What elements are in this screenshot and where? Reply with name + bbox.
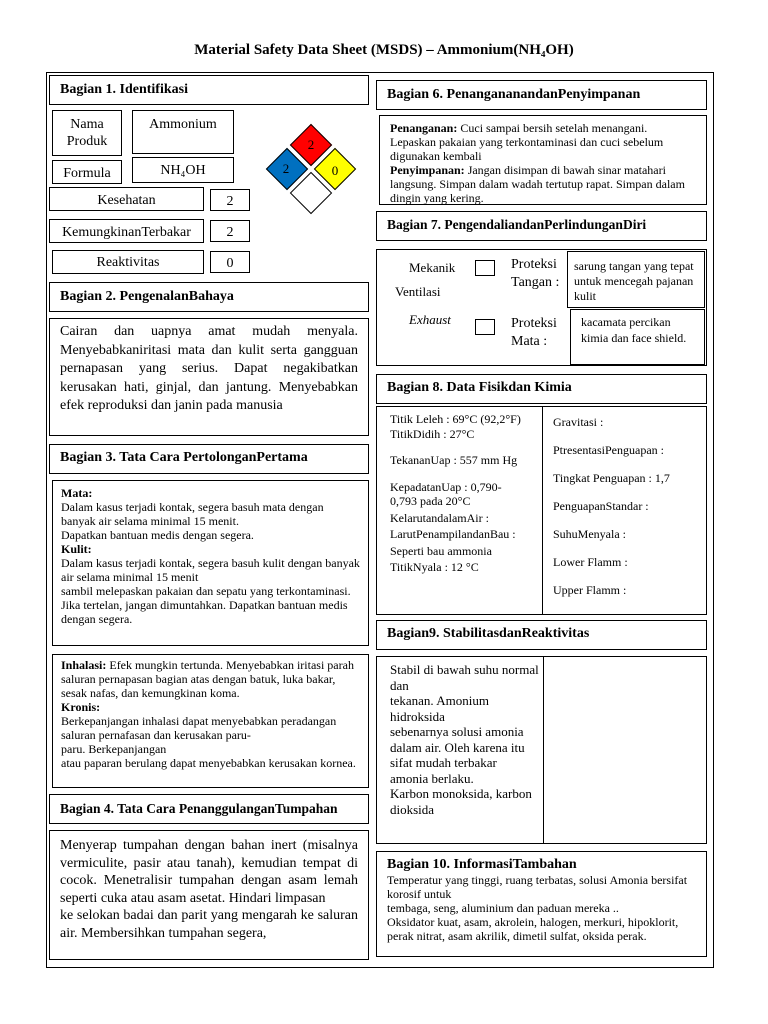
section-8-body: [376, 406, 707, 615]
exhaust-checkbox[interactable]: [475, 319, 495, 335]
section-9-divider: [543, 657, 544, 843]
proteksi-mata-label: Proteksi Mata :: [511, 316, 557, 349]
terbakar-label: KemungkinanTerbakar: [49, 219, 204, 243]
section-4-heading: Bagian 4. Tata Cara PenanggulanganTumpahan: [49, 794, 369, 824]
reaktivitas-value: 0: [210, 251, 250, 273]
section-9-text: Stabil di bawah suhu normal dan tekanan. Amonium hidroksida sebenarnya solusi amonia dalam air. Oleh karena itu sifat mudah terbakar amonia berlaku. Karbon monoksida, karbon dioksida: [390, 662, 539, 817]
section-9-heading: Bagian9. StabilitasdanReaktivitas: [376, 620, 707, 650]
ventilasi-label: Ventilasi: [395, 284, 441, 299]
section-2-heading: Bagian 2. PengenalanBahaya: [49, 282, 369, 312]
section-8-left-values: Titik Leleh : 69°C (92,2°F) TitikDidih : 27°C TekananUap : 557 mm Hg KepadatanUap : 0,790- 0,793 pada 20°C KelarutandalamAir : LarutPenampilandanBau : Seperti bau ammonia TitikNyala : 12 °C: [390, 412, 521, 574]
nfpa-left-value: 2: [282, 161, 290, 176]
section-10-box: [376, 851, 707, 957]
proteksi-tangan-label: Proteksi Tangan :: [511, 257, 560, 290]
nfpa-diamond: [262, 118, 362, 222]
section-1-heading: Bagian 1. Identifikasi: [49, 75, 369, 105]
section-6-heading: Bagian 6. PenangananandanPenyimpanan: [376, 80, 707, 110]
section-7-heading: Bagian 7. PengendaliandanPerlindunganDiri: [376, 211, 707, 241]
section-4-text: Menyerap tumpahan dengan bahan inert (misalnya vermiculite, pasir atau tanah), kemudian tempat di cocok. Menetralisir tumpahan dengan asam lemah seperti cuka atau asam asetat. Hindari limpasan ke selokan badai dan parit yang mengarah ke saluran air. Membersihkan tumpahan segera,: [49, 830, 369, 960]
section-10-text: Temperatur yang tinggi, ruang terbatas, solusi Amonia bersifat korosif untuk tembaga, seng, aluminium dan paduan mereka .. Oksidator kuat, asam, akrolein, halogen, merkuri, hipoklorit, perak nitrat, asam akrilik, dimetil sulfat, oksida perak.: [387, 873, 688, 943]
section-9-body: [376, 656, 707, 844]
section-3-mata-kulit: Mata: Dalam kasus terjadi kontak, segera basuh mata dengan banyak air selama minimal 15 menit. Dapatkan bantuan medis dengan segera. Kulit: Dalam kasus terjadi kontak, segera basuh kulit dengan banyak air selama minimal 15 menit sambil melepaskan pakaian dan sepatu yang terkontaminasi. Jika tertelan, jangan dimuntahkan. Dapatkan bantuan medis dengan segera.: [52, 480, 369, 646]
section-3-heading: Bagian 3. Tata Cara PertolonganPertama: [49, 444, 369, 474]
exhaust-label: Exhaust: [409, 312, 451, 327]
terbakar-value: 2: [210, 220, 250, 242]
mekanik-checkbox[interactable]: [475, 260, 495, 276]
formula-label: Formula: [52, 160, 122, 184]
nama-produk-label: Nama Produk: [52, 110, 122, 156]
section-8-right-values: Gravitasi : PtresentasiPenguapan : Tingkat Penguapan : 1,7 PenguapanStandar : SuhuMenyala : Lower Flamm : Upper Flamm :: [553, 415, 670, 597]
nfpa-right-value: 0: [331, 163, 339, 178]
mata-protection-text: kacamata percikan kimia dan face shield.: [570, 309, 705, 365]
formula-value: NH₄OH: [132, 157, 234, 183]
section-8-heading: Bagian 8. Data Fisikdan Kimia: [376, 374, 707, 404]
nama-produk-value: Ammonium: [132, 110, 234, 154]
document-title: Material Safety Data Sheet (MSDS) – Ammonium(NH₄OH): [194, 42, 574, 58]
kesehatan-label: Kesehatan: [49, 187, 204, 211]
section-10-heading: Bagian 10. InformasiTambahan: [387, 857, 577, 872]
section-7-body: [376, 249, 707, 366]
tangan-protection-text: sarung tangan yang tepat untuk mencegah pajanan kulit: [567, 251, 705, 308]
section-8-divider: [542, 407, 543, 614]
section-2-text: Cairan dan uapnya amat mudah menyala. Menyebabkaniritasi mata dan kulit serta gangguan pernapasan yang serius. Dapat negakibatkan kerusakan hati, ginjal, dan jantung. Menyebabkan efek reproduksi dan janin pada manusia: [49, 318, 369, 436]
section-6-text: Penanganan: Cuci sampai bersih setelah menangani. Lepaskan pakaian yang terkontaminasi dan cuci sebelum digunakan kembali Penyimpanan: Jangan disimpan di bawah sinar matahari langsung. Simpan dalam wadah tertutup rapat. Simpan dalam dingin yang kering.: [379, 115, 707, 205]
reaktivitas-label: Reaktivitas: [52, 250, 204, 274]
nfpa-top-value: 2: [307, 137, 315, 152]
kesehatan-value: 2: [210, 189, 250, 211]
section-3-inhalasi-kronis: Inhalasi: Efek mungkin tertunda. Menyebabkan iritasi parah saluran pernapasan bagian atas dengan batuk, luka bakar, sesak nafas, dan kemungkinan koma. Kronis: Berkepanjangan inhalasi dapat menyebabkan peradangan saluran pernafasan dan kerusakan paru- paru. Berkepanjangan atau paparan berulang dapat menyebabkan kerusakan kornea.: [52, 654, 369, 788]
mekanik-label: Mekanik: [409, 260, 456, 275]
